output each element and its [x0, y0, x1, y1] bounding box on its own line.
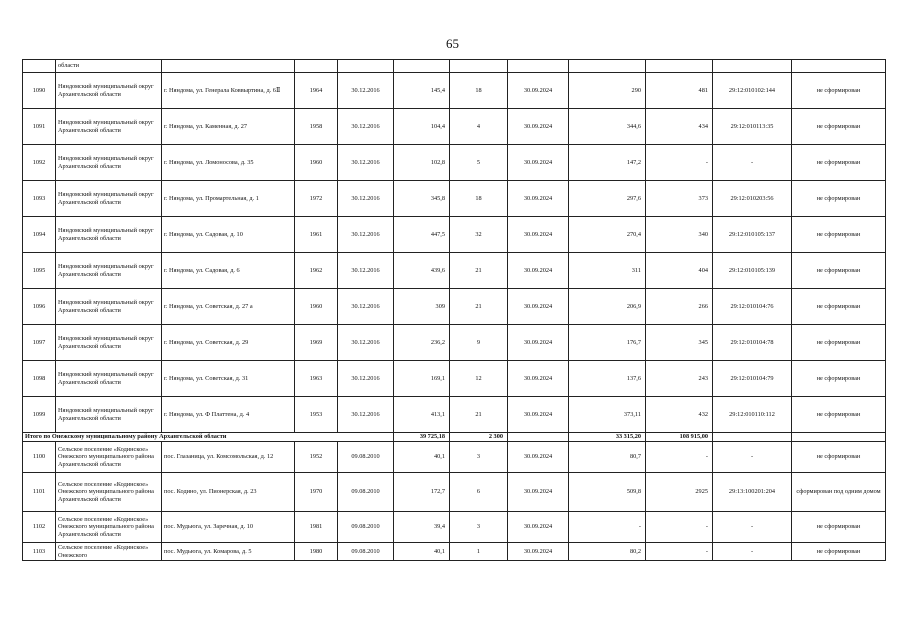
- value2-cell: 340: [646, 217, 713, 253]
- owner-cell: Няндомский муниципальный округ Архангельской области: [56, 361, 162, 397]
- table-row: [23, 512, 886, 543]
- count-cell: 6: [450, 473, 508, 512]
- deadline-cell: 30.09.2024: [508, 109, 569, 145]
- row-number-cell: 1090: [23, 73, 56, 109]
- deadline-cell: 30.09.2024: [508, 145, 569, 181]
- row-number-cell: 1100: [23, 442, 56, 473]
- year-cell: 1969: [295, 325, 338, 361]
- value1-cell: 311: [569, 253, 646, 289]
- owner-cell: Няндомский муниципальный округ Архангельской области: [56, 73, 162, 109]
- owner-cell: Няндомский муниципальный округ Архангельской области: [56, 289, 162, 325]
- total-count-cell: 2 300: [450, 433, 508, 442]
- deadline-cell: 30.09.2024: [508, 361, 569, 397]
- address-cell: г. Няндома, ул. Советская, д. 27 а: [162, 289, 295, 325]
- deadline-cell: 30.09.2024: [508, 73, 569, 109]
- year-cell: 1962: [295, 253, 338, 289]
- year-cell: 1972: [295, 181, 338, 217]
- row-number-cell: 1091: [23, 109, 56, 145]
- address-cell: пос. Мудьюга, ул. Комарова, д. 5: [162, 543, 295, 561]
- year-cell: 1961: [295, 217, 338, 253]
- area-cell: 345,8: [394, 181, 450, 217]
- owner-cell: Няндомский муниципальный округ Архангельской области: [56, 145, 162, 181]
- date-cell: 30.12.2016: [338, 253, 394, 289]
- owner-cell: Няндомский муниципальный округ Архангельской области: [56, 253, 162, 289]
- cadastral-cell: 29:12:010102:144: [713, 73, 792, 109]
- count-cell: 1: [450, 543, 508, 561]
- owner-cell: Няндомский муниципальный округ Архангельской области: [56, 325, 162, 361]
- register-table: [22, 59, 886, 561]
- deadline-cell: 30.09.2024: [508, 442, 569, 473]
- date-cell: 30.12.2016: [338, 73, 394, 109]
- status-cell: не сформирован: [792, 289, 886, 325]
- row-number-cell: 1097: [23, 325, 56, 361]
- owner-cell: Сельское поселение «Кодинское» Онежского муниципального района Архангельской области: [56, 473, 162, 512]
- year-cell: 1953: [295, 397, 338, 433]
- table-row-fragment: [23, 60, 886, 73]
- address-cell: пос. Кодино, ул. Пионерская, д. 23: [162, 473, 295, 512]
- area-cell: 413,1: [394, 397, 450, 433]
- year-cell: 1970: [295, 473, 338, 512]
- count-cell: 21: [450, 397, 508, 433]
- year-cell: 1960: [295, 145, 338, 181]
- value2-cell: -: [646, 543, 713, 561]
- table-row: [23, 361, 886, 397]
- address-cell: г. Няндома, ул. Промартельная, д. 1: [162, 181, 295, 217]
- table-row: [23, 289, 886, 325]
- date-cell: 30.12.2016: [338, 361, 394, 397]
- year-cell: 1960: [295, 289, 338, 325]
- status-cell: не сформирован: [792, 361, 886, 397]
- total-value2-cell: 108 915,00: [646, 433, 713, 442]
- owner-cell: Няндомский муниципальный округ Архангельской области: [56, 109, 162, 145]
- table-row: [23, 217, 886, 253]
- total-row: [23, 433, 886, 442]
- area-cell: 309: [394, 289, 450, 325]
- value2-cell: 432: [646, 397, 713, 433]
- empty-cell: [508, 433, 569, 442]
- owner-cell: Сельское поселение «Кодинское» Онежского муниципального района Архангельской области: [56, 442, 162, 473]
- row-number-cell: 1096: [23, 289, 56, 325]
- area-cell: 39,4: [394, 512, 450, 543]
- status-cell: не сформирован: [792, 217, 886, 253]
- row-number-cell: 1093: [23, 181, 56, 217]
- owner-cell: Сельское поселение «Кодинское» Онежского муниципального района Архангельской области: [56, 512, 162, 543]
- status-cell: не сформирован: [792, 325, 886, 361]
- year-cell: 1980: [295, 543, 338, 561]
- value2-cell: 345: [646, 325, 713, 361]
- cadastral-cell: 29:12:010105:137: [713, 217, 792, 253]
- value1-cell: -: [569, 512, 646, 543]
- table-row: [23, 109, 886, 145]
- count-cell: 18: [450, 73, 508, 109]
- total-value1-cell: 33 315,20: [569, 433, 646, 442]
- year-cell: 1963: [295, 361, 338, 397]
- status-cell: не сформирован: [792, 145, 886, 181]
- row-number-cell: 1101: [23, 473, 56, 512]
- row-number-cell: 1103: [23, 543, 56, 561]
- date-cell: 09.08.2010: [338, 473, 394, 512]
- address-cell: г. Няндома, ул. Садовая, д. 10: [162, 217, 295, 253]
- cadastral-cell: 29:12:010203:56: [713, 181, 792, 217]
- cadastral-cell: -: [713, 442, 792, 473]
- cadastral-cell: -: [713, 512, 792, 543]
- date-cell: 30.12.2016: [338, 181, 394, 217]
- value1-cell: 80,2: [569, 543, 646, 561]
- deadline-cell: 30.09.2024: [508, 473, 569, 512]
- date-cell: 09.08.2010: [338, 442, 394, 473]
- area-cell: 439,6: [394, 253, 450, 289]
- address-cell: г. Няндома, ул. Каменная, д. 27: [162, 109, 295, 145]
- date-cell: 30.12.2016: [338, 145, 394, 181]
- row-number-cell: 1099: [23, 397, 56, 433]
- address-cell: г. Няндома, ул. Ломоносова, д. 35: [162, 145, 295, 181]
- count-cell: 32: [450, 217, 508, 253]
- date-cell: 30.12.2016: [338, 289, 394, 325]
- date-cell: 09.08.2010: [338, 512, 394, 543]
- owner-cell: Няндомский муниципальный округ Архангельской области: [56, 181, 162, 217]
- count-cell: 21: [450, 289, 508, 325]
- table-row: [23, 253, 886, 289]
- date-cell: 30.12.2016: [338, 217, 394, 253]
- area-cell: 169,1: [394, 361, 450, 397]
- address-cell: пос. Глазаница, ул. Комсомольская, д. 12: [162, 442, 295, 473]
- cadastral-cell: 29:12:010113:35: [713, 109, 792, 145]
- address-cell: г. Няндома, ул. Советская, д. 29: [162, 325, 295, 361]
- value2-cell: -: [646, 145, 713, 181]
- row-number-cell: 1092: [23, 145, 56, 181]
- value1-cell: 344,6: [569, 109, 646, 145]
- value1-cell: 80,7: [569, 442, 646, 473]
- address-cell: г. Няндома, ул. Генерала Коввыртина, д. 6Ⅱ: [162, 73, 295, 109]
- table-row: [23, 473, 886, 512]
- area-cell: 145,4: [394, 73, 450, 109]
- value1-cell: 373,11: [569, 397, 646, 433]
- row-number-cell: 1102: [23, 512, 56, 543]
- value2-cell: 404: [646, 253, 713, 289]
- status-cell: не сформирован: [792, 512, 886, 543]
- deadline-cell: 30.09.2024: [508, 289, 569, 325]
- value2-cell: -: [646, 512, 713, 543]
- value1-cell: 137,6: [569, 361, 646, 397]
- deadline-cell: 30.09.2024: [508, 325, 569, 361]
- owner-cell: Сельское поселение «Кодинское» Онежского: [56, 543, 162, 561]
- deadline-cell: 30.09.2024: [508, 397, 569, 433]
- owner-cell: Няндомский муниципальный округ Архангельской области: [56, 217, 162, 253]
- year-cell: 1958: [295, 109, 338, 145]
- status-cell: сформирован под одним домом: [792, 473, 886, 512]
- table-row: [23, 325, 886, 361]
- address-cell: г. Няндома, ул. Садовая, д. 6: [162, 253, 295, 289]
- deadline-cell: 30.09.2024: [508, 512, 569, 543]
- area-cell: 40,1: [394, 442, 450, 473]
- address-cell: пос. Мудьюга, ул. Заречная, д. 10: [162, 512, 295, 543]
- cadastral-cell: -: [713, 145, 792, 181]
- total-area-cell: 39 725,18: [394, 433, 450, 442]
- deadline-cell: 30.09.2024: [508, 543, 569, 561]
- deadline-cell: 30.09.2024: [508, 253, 569, 289]
- area-cell: 102,8: [394, 145, 450, 181]
- row-number-cell: 1098: [23, 361, 56, 397]
- owner-cell: Няндомский муниципальный округ Архангельской области: [56, 397, 162, 433]
- cadastral-cell: 29:12:010104:76: [713, 289, 792, 325]
- date-cell: 30.12.2016: [338, 325, 394, 361]
- date-cell: 09.08.2010: [338, 543, 394, 561]
- table-row: [23, 145, 886, 181]
- year-cell: 1952: [295, 442, 338, 473]
- year-cell: 1964: [295, 73, 338, 109]
- area-cell: 447,5: [394, 217, 450, 253]
- date-cell: 30.12.2016: [338, 397, 394, 433]
- value1-cell: 290: [569, 73, 646, 109]
- table-row: [23, 73, 886, 109]
- count-cell: 3: [450, 442, 508, 473]
- area-cell: 236,2: [394, 325, 450, 361]
- status-cell: не сформирован: [792, 543, 886, 561]
- owner-cell: области: [56, 60, 162, 73]
- count-cell: 4: [450, 109, 508, 145]
- count-cell: 5: [450, 145, 508, 181]
- date-cell: 30.12.2016: [338, 109, 394, 145]
- status-cell: не сформирован: [792, 442, 886, 473]
- table-row: [23, 181, 886, 217]
- value1-cell: 509,8: [569, 473, 646, 512]
- cadastral-cell: -: [713, 543, 792, 561]
- count-cell: 9: [450, 325, 508, 361]
- value2-cell: 481: [646, 73, 713, 109]
- cadastral-cell: 29:12:010105:139: [713, 253, 792, 289]
- value2-cell: 373: [646, 181, 713, 217]
- table-row: [23, 397, 886, 433]
- value2-cell: 266: [646, 289, 713, 325]
- count-cell: 21: [450, 253, 508, 289]
- area-cell: 40,1: [394, 543, 450, 561]
- row-number-cell: 1095: [23, 253, 56, 289]
- status-cell: не сформирован: [792, 73, 886, 109]
- status-cell: не сформирован: [792, 253, 886, 289]
- cadastral-cell: 29:12:010104:78: [713, 325, 792, 361]
- value1-cell: 297,6: [569, 181, 646, 217]
- count-cell: 18: [450, 181, 508, 217]
- value1-cell: 206,9: [569, 289, 646, 325]
- table-row: [23, 442, 886, 473]
- empty-cell: [713, 433, 792, 442]
- address-cell: г. Няндома, ул. Ф Платтена, д. 4: [162, 397, 295, 433]
- value1-cell: 270,4: [569, 217, 646, 253]
- address-cell: г. Няндома, ул. Советская, д. 31: [162, 361, 295, 397]
- cadastral-cell: 29:12:010104:79: [713, 361, 792, 397]
- deadline-cell: 30.09.2024: [508, 181, 569, 217]
- empty-cell: [792, 433, 886, 442]
- page-number: 65: [446, 36, 459, 51]
- count-cell: 12: [450, 361, 508, 397]
- value1-cell: 147,2: [569, 145, 646, 181]
- status-cell: не сформирован: [792, 181, 886, 217]
- status-cell: не сформирован: [792, 109, 886, 145]
- cadastral-cell: 29:13:100201:204: [713, 473, 792, 512]
- status-cell: не сформирован: [792, 397, 886, 433]
- value2-cell: 243: [646, 361, 713, 397]
- deadline-cell: 30.09.2024: [508, 217, 569, 253]
- value1-cell: 176,7: [569, 325, 646, 361]
- row-number-cell: 1094: [23, 217, 56, 253]
- area-cell: 104,4: [394, 109, 450, 145]
- year-cell: 1981: [295, 512, 338, 543]
- value2-cell: 434: [646, 109, 713, 145]
- value2-cell: 2925: [646, 473, 713, 512]
- count-cell: 3: [450, 512, 508, 543]
- total-label: Итого по Онежскому муниципальному району Архангельской области: [23, 433, 394, 442]
- area-cell: 172,7: [394, 473, 450, 512]
- value2-cell: -: [646, 442, 713, 473]
- table-row: [23, 543, 886, 561]
- cadastral-cell: 29:12:010110:112: [713, 397, 792, 433]
